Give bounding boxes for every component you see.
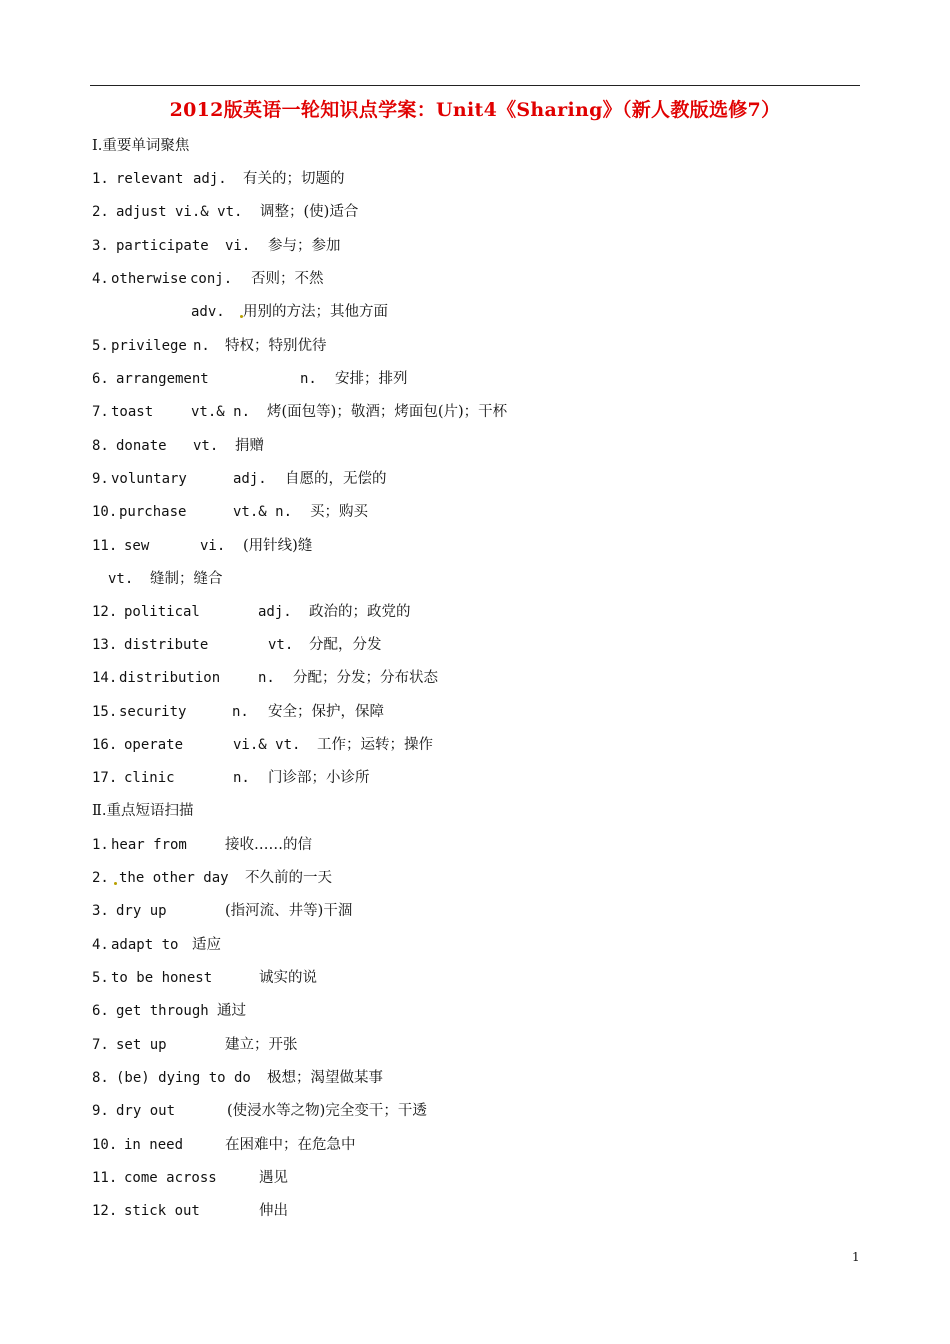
phrase-meaning: 诚实的说	[259, 970, 317, 986]
word-term: privilege	[111, 338, 187, 354]
word-number: 2.	[92, 204, 109, 220]
word-part-of-speech: conj.	[190, 271, 233, 287]
phrase-term: get through	[116, 1003, 209, 1019]
word-number: 8.	[92, 438, 109, 454]
word-term: relevant	[116, 171, 184, 187]
phrase-number: 6.	[92, 1003, 109, 1019]
word-number: 7.	[92, 404, 109, 420]
phrase-term: to be honest	[111, 970, 213, 986]
word-meaning: 分配，分发	[309, 637, 382, 653]
word-part-of-speech: n.	[258, 670, 275, 686]
word-part-of-speech: vi.	[225, 238, 251, 254]
word-meaning: 特权；特别优待	[225, 338, 327, 354]
section-heading-words: Ⅰ.重要单词聚焦	[92, 138, 190, 154]
word-term: toast	[111, 404, 154, 420]
phrase-number: 3.	[92, 903, 109, 919]
phrase-number: 12.	[92, 1203, 118, 1219]
word-part-of-speech: vt.	[108, 571, 134, 587]
word-meaning: 安全；保护，保障	[268, 704, 384, 720]
phrase-meaning: (使浸水等之物)完全变干；干透	[227, 1103, 427, 1119]
phrase-term: the other day	[119, 870, 229, 886]
word-meaning: 安排；排列	[335, 371, 408, 387]
word-term: security	[119, 704, 187, 720]
phrase-meaning: 接收……的信	[225, 837, 312, 853]
annotation-dot	[114, 882, 117, 885]
word-meaning: 缝制；缝合	[150, 571, 223, 587]
word-number: 4.	[92, 271, 109, 287]
word-term: participate	[116, 238, 209, 254]
phrase-meaning: 在困难中；在危急中	[225, 1137, 356, 1153]
header-rule	[90, 85, 860, 86]
word-term: operate	[124, 737, 184, 753]
word-part-of-speech: vt.& n.	[233, 504, 293, 520]
phrase-meaning: 不久前的一天	[245, 870, 332, 886]
phrase-term: come across	[124, 1170, 217, 1186]
phrase-meaning: 极想；渴望做某事	[267, 1070, 383, 1086]
word-term: clinic	[124, 770, 175, 786]
word-part-of-speech: adj.	[258, 604, 292, 620]
phrase-meaning: 遇见	[259, 1170, 288, 1186]
phrase-term: set up	[116, 1037, 167, 1053]
word-number: 6.	[92, 371, 109, 387]
word-number: 3.	[92, 238, 109, 254]
word-meaning: 烤(面包等)；敬酒；烤面包(片)；干杯	[267, 404, 508, 420]
phrase-number: 11.	[92, 1170, 118, 1186]
word-meaning: 用别的方法；其他方面	[243, 304, 388, 320]
word-part-of-speech: n.	[193, 338, 210, 354]
word-part-of-speech: n.	[232, 704, 249, 720]
word-meaning: 否则；不然	[251, 271, 324, 287]
word-term: donate	[116, 438, 167, 454]
phrase-meaning: (指河流、井等)干涸	[225, 903, 353, 919]
word-term: distribute	[124, 637, 209, 653]
phrase-number: 10.	[92, 1137, 118, 1153]
section-heading-phrases: Ⅱ.重点短语扫描	[92, 803, 194, 819]
word-part-of-speech: vt.	[193, 438, 219, 454]
word-part-of-speech: n.	[300, 371, 317, 387]
word-term: voluntary	[111, 471, 187, 487]
phrase-term: dry out	[116, 1103, 176, 1119]
word-term: adjust	[116, 204, 167, 220]
word-meaning: 门诊部；小诊所	[268, 770, 370, 786]
phrase-term: in need	[124, 1137, 184, 1153]
word-term: otherwise	[111, 271, 187, 287]
word-part-of-speech: n.	[233, 770, 250, 786]
document-title: 2012版英语一轮知识点学案：Unit4《Sharing》（新人教版选修7）	[169, 99, 781, 121]
word-term: sew	[124, 538, 150, 554]
page-number: 1	[852, 1250, 860, 1264]
word-meaning: (用针线)缝	[243, 538, 313, 554]
phrase-number: 4.	[92, 937, 109, 953]
word-part-of-speech: vt.& n.	[191, 404, 251, 420]
word-number: 9.	[92, 471, 109, 487]
word-term: distribution	[119, 670, 221, 686]
phrase-meaning: 伸出	[259, 1203, 288, 1219]
word-part-of-speech: adj.	[233, 471, 267, 487]
phrase-meaning: 建立；开张	[225, 1037, 298, 1053]
word-meaning: 买；购买	[310, 504, 368, 520]
word-number: 15.	[92, 704, 118, 720]
word-part-of-speech: vi.& vt.	[175, 204, 243, 220]
phrase-number: 5.	[92, 970, 109, 986]
word-number: 1.	[92, 171, 109, 187]
word-meaning: 捐赠	[235, 438, 264, 454]
word-number: 12.	[92, 604, 118, 620]
word-term: purchase	[119, 504, 187, 520]
word-meaning: 调整；(使)适合	[260, 204, 359, 220]
phrase-term: stick out	[124, 1203, 200, 1219]
word-number: 13.	[92, 637, 118, 653]
word-number: 5.	[92, 338, 109, 354]
phrase-number: 8.	[92, 1070, 109, 1086]
word-part-of-speech: adj.	[193, 171, 227, 187]
phrase-term: hear from	[111, 837, 187, 853]
word-number: 10.	[92, 504, 118, 520]
word-term: political	[124, 604, 200, 620]
word-number: 17.	[92, 770, 118, 786]
phrase-term: adapt to	[111, 937, 179, 953]
word-number: 16.	[92, 737, 118, 753]
word-meaning: 政治的；政党的	[309, 604, 411, 620]
word-meaning: 有关的；切题的	[243, 171, 345, 187]
phrase-meaning: 通过	[217, 1003, 246, 1019]
word-part-of-speech: vi.	[200, 538, 226, 554]
phrase-number: 7.	[92, 1037, 109, 1053]
word-part-of-speech: adv.	[191, 304, 225, 320]
word-meaning: 自愿的，无偿的	[285, 471, 387, 487]
phrase-term: dry up	[116, 903, 167, 919]
word-term: arrangement	[116, 371, 209, 387]
word-meaning: 分配；分发；分布状态	[293, 670, 438, 686]
phrase-meaning: 适应	[192, 937, 221, 953]
phrase-number: 2.	[92, 870, 109, 886]
word-part-of-speech: vi.& vt.	[233, 737, 301, 753]
word-number: 14.	[92, 670, 118, 686]
word-meaning: 工作；运转；操作	[317, 737, 433, 753]
word-number: 11.	[92, 538, 118, 554]
phrase-number: 9.	[92, 1103, 109, 1119]
word-part-of-speech: vt.	[268, 637, 294, 653]
phrase-number: 1.	[92, 837, 109, 853]
annotation-dot	[240, 315, 243, 318]
word-meaning: 参与；参加	[268, 238, 341, 254]
phrase-term: (be) dying to do	[116, 1070, 251, 1086]
